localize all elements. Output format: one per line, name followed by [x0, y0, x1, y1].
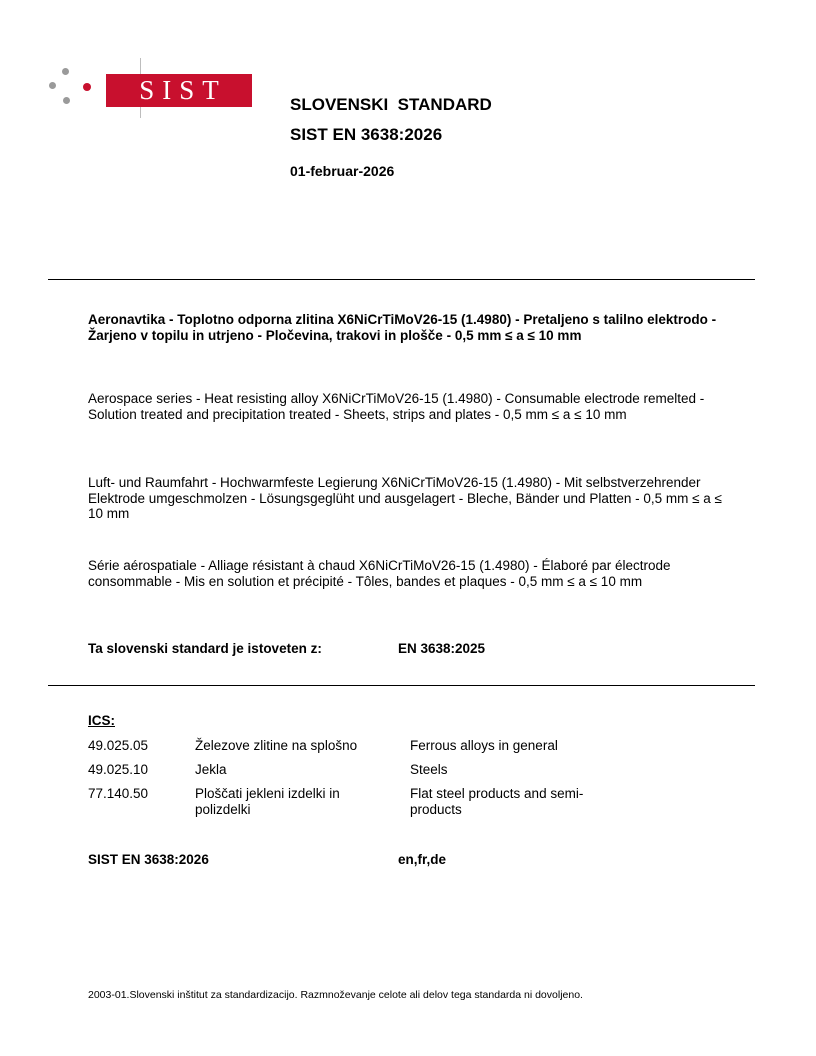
ics-code: 49.025.05	[88, 738, 149, 753]
logo-dot	[49, 82, 56, 89]
ics-english: Steels	[410, 762, 448, 777]
document-type: SLOVENSKI STANDARD	[290, 95, 492, 114]
sist-logo	[48, 60, 227, 120]
identical-label: Ta slovenski standard je istoveten z:	[88, 641, 322, 656]
standard-id: SIST EN 3638:2026	[290, 125, 443, 144]
ics-slovenian: Jekla	[195, 762, 227, 777]
top-rule	[48, 279, 755, 280]
logo-dot	[62, 68, 69, 75]
ics-code: 77.140.50	[88, 786, 149, 801]
ics-english: Ferrous alloys in general	[410, 738, 558, 753]
identical-statement	[88, 641, 486, 656]
publication-date: 01-februar-2026	[290, 163, 395, 179]
ics-label: ICS:	[88, 713, 115, 728]
title-french: Série aérospatiale - Alliage résistant à chaud X6NiCrTiMoV26-15 (1.4980) - Élaboré par électrode consommable - Mis en solution et précipité - Tôles, bandes et plaques - 0,5 mm ≤ a ≤ 10 mm	[88, 558, 671, 589]
logo-wordmark: SIST	[106, 74, 252, 107]
ics-slovenian: Ploščati jekleni izdelki in polizdelki	[195, 786, 340, 817]
title-german: Luft- und Raumfahrt - Hochwarmfeste Legierung X6NiCrTiMoV26-15 (1.4980) - Mit selbstverzehrender Elektrode umgeschmolzen - Lösungsgeglüht und ausgelagert - Bleche, Bänder und Platten - 0,5 mm ≤ a ≤ 10 mm	[88, 475, 722, 521]
footer-standard-id: SIST EN 3638:2026	[88, 852, 209, 867]
copyright-notice: 2003-01.Slovenski inštitut za standardizacijo. Razmnoževanje celote ali delov tega standarda ni dovoljeno.	[88, 989, 583, 1001]
footer-languages: en,fr,de	[398, 852, 447, 867]
logo-dot-red	[83, 83, 91, 91]
ics-code: 49.025.10	[88, 762, 149, 777]
title-slovenian: Aeronavtika - Toplotno odporna zlitina X6NiCrTiMoV26-15 (1.4980) - Pretaljeno s talilno elektrodo - Žarjeno v topilu in utrjeno - Pločevina, trakovi in plošče - 0,5 mm ≤ a ≤ 10 mm	[88, 312, 717, 343]
title-english: Aerospace series - Heat resisting alloy X6NiCrTiMoV26-15 (1.4980) - Consumable electrode remelted - Solution treated and precipitation treated - Sheets, strips and plates - 0,5 mm ≤ a ≤ 10 mm	[88, 391, 705, 422]
ics-slovenian: Železove zlitine na splošno	[195, 738, 358, 753]
middle-rule	[48, 685, 755, 686]
logo-dot	[63, 97, 70, 104]
identical-value: EN 3638:2025	[398, 641, 486, 656]
ics-english: Flat steel products and semi-products	[410, 786, 584, 817]
